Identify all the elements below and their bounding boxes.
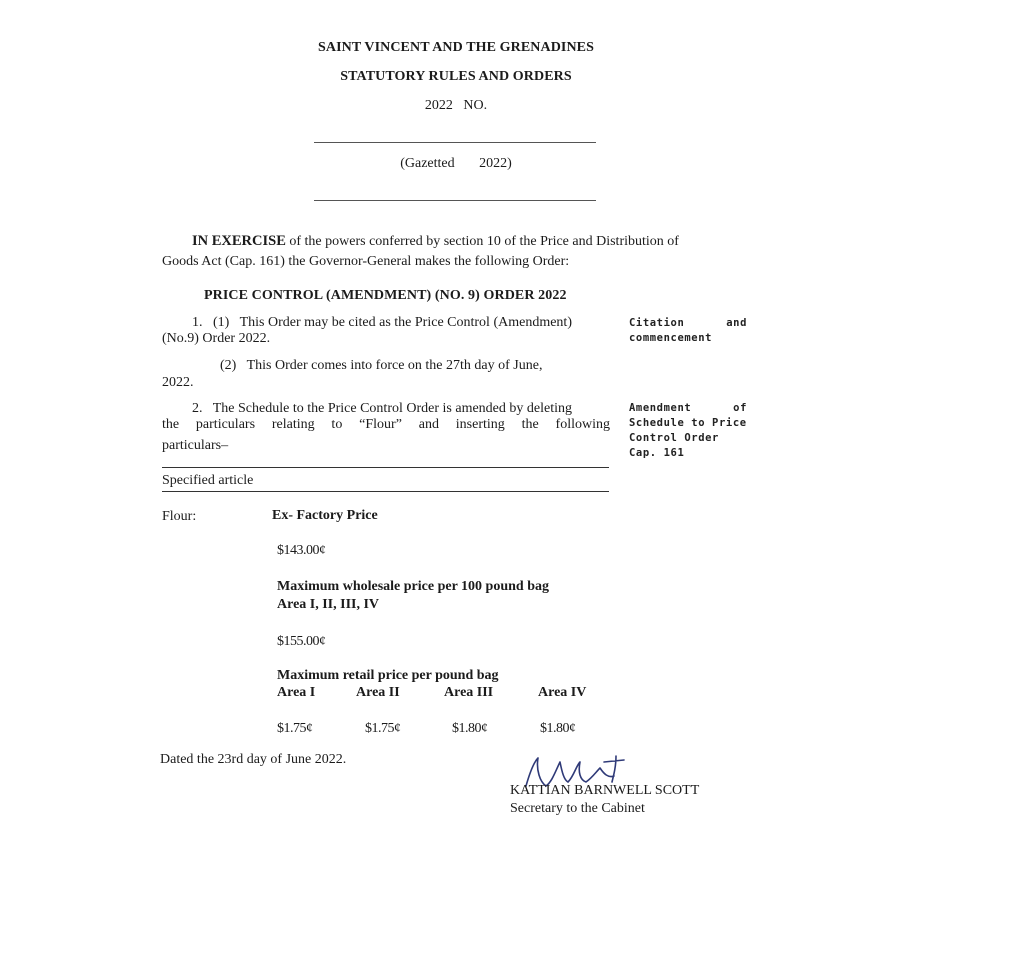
retail-price-4: $1.80¢ — [540, 721, 576, 736]
preamble-lead: IN EXERCISE — [192, 233, 286, 249]
wholesale-value: $155.00¢ — [277, 634, 326, 649]
retail-price-1: $1.75¢ — [277, 721, 313, 736]
clause-2-line-3: particulars– — [162, 438, 229, 453]
retail-area-4: Area IV — [538, 685, 587, 700]
clause-2-line-1: 2. The Schedule to the Price Control Order is amended by deleting — [192, 401, 572, 416]
series-heading: STATUTORY RULES AND ORDERS — [340, 69, 572, 84]
country-heading: SAINT VINCENT AND THE GRENADINES — [317, 40, 595, 55]
retail-area-1: Area I — [277, 685, 316, 700]
clause-1-line-1: 1. (1) This Order may be cited as the Price Control (Amendment) — [192, 315, 572, 330]
note-citation-b: and — [726, 317, 747, 329]
preamble-line-2: Goods Act (Cap. 161) the Governor-General makes the following Order: — [162, 254, 570, 269]
preamble-line-1-rest: of the powers conferred by section 10 of the Price and Distribution of — [285, 234, 679, 249]
order-title: PRICE CONTROL (AMENDMENT) (NO. 9) ORDER 2022 — [204, 288, 567, 303]
clause-1-line-2: (No.9) Order 2022. — [162, 331, 271, 346]
article-name: Flour: — [162, 509, 197, 524]
preamble-line-1 — [192, 233, 679, 250]
ex-factory-label: Ex- Factory Price — [272, 508, 378, 523]
note-amend-b: of — [733, 402, 747, 414]
signatory-name: KATTIAN BARNWELL SCOTT — [510, 783, 700, 798]
ex-factory-value: $143.00¢ — [277, 543, 326, 558]
gazetted-line: (Gazetted 2022) — [400, 156, 512, 171]
schedule-rule-top — [162, 467, 609, 468]
margin-note-amendment — [629, 401, 747, 461]
note-amend-c: Schedule to Price — [629, 417, 747, 429]
clause-1-2-line-1: (2) This Order comes into force on the 27th day of June, — [220, 358, 543, 373]
retail-area-2: Area II — [356, 685, 400, 700]
note-citation-c: commencement — [629, 332, 713, 344]
year-number: 2022 NO. — [424, 98, 488, 113]
retail-area-3: Area III — [444, 685, 494, 700]
header-rule-bottom — [314, 200, 596, 201]
note-amend-a: Amendment — [629, 402, 692, 414]
note-citation-a: Citation — [629, 317, 685, 329]
schedule-header: Specified article — [162, 473, 254, 488]
margin-note-citation — [629, 316, 747, 346]
note-amend-e: Cap. 161 — [629, 447, 685, 459]
dated-line: Dated the 23rd day of June 2022. — [160, 752, 347, 767]
note-amend-d: Control Order — [629, 432, 719, 444]
wholesale-label: Maximum wholesale price per 100 pound bag — [277, 579, 549, 594]
retail-label: Maximum retail price per pound bag — [277, 668, 499, 683]
clause-2-line-2: the particulars relating to “Flour” and inserting the following — [162, 417, 610, 432]
header-rule-top — [314, 142, 596, 143]
clause-1-2-line-2: 2022. — [162, 375, 194, 390]
retail-price-3: $1.80¢ — [452, 721, 488, 736]
retail-price-2: $1.75¢ — [365, 721, 401, 736]
wholesale-areas: Area I, II, III, IV — [277, 597, 380, 612]
signatory-title: Secretary to the Cabinet — [510, 801, 645, 816]
schedule-rule-bottom — [162, 491, 609, 492]
